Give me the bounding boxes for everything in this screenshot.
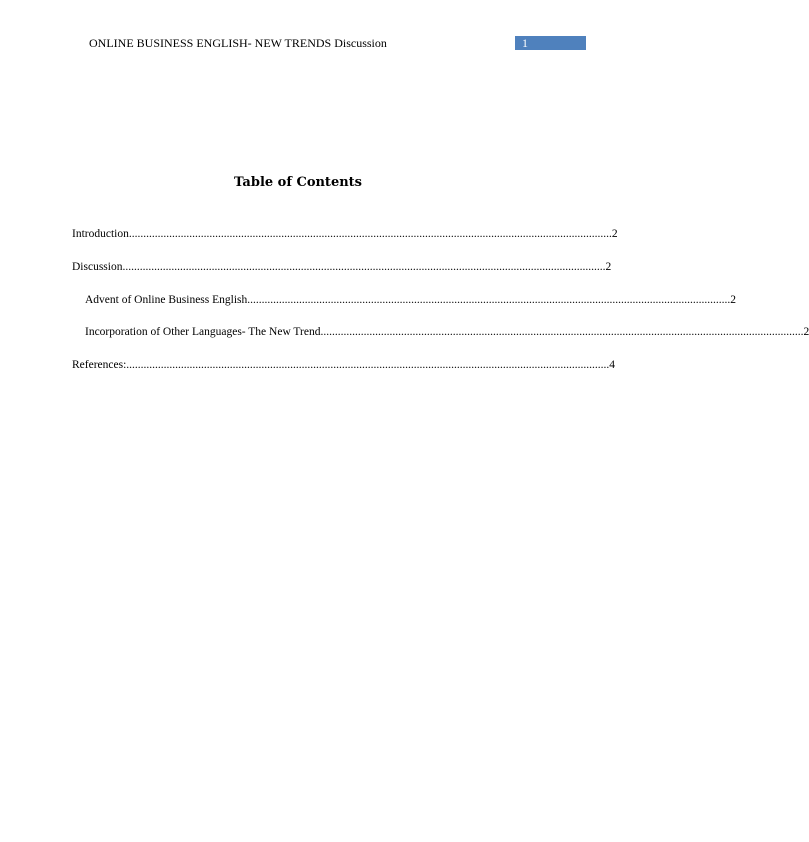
toc-dot-leader: ........................................................................................................................................................................: [128, 228, 612, 240]
toc-entry-page: 2: [730, 294, 737, 306]
toc-dot-leader: ........................................................................................................................................................................: [320, 326, 804, 338]
toc-entry-page: 2: [803, 326, 809, 338]
toc-entry-label: Discussion: [72, 261, 123, 273]
toc-entry-label: Advent of Online Business English: [85, 294, 248, 306]
toc-entry-page: 2: [605, 261, 612, 273]
toc-dot-leader: ........................................................................................................................................................................: [126, 359, 610, 371]
toc-entry-references[interactable]: [72, 358, 616, 372]
toc-entry-label: Incorporation of Other Languages- The New Trend: [85, 326, 321, 338]
header-title: ONLINE BUSINESS ENGLISH- NEW TRENDS Discussion: [89, 36, 387, 50]
toc-entry-label: References:: [72, 359, 127, 371]
toc-entry-label: Introduction: [72, 228, 129, 240]
page-number: 1: [522, 36, 528, 50]
toc-entry-introduction[interactable]: [72, 227, 618, 241]
page-number-badge: [515, 36, 586, 50]
toc-dot-leader: ........................................................................................................................................................................: [122, 261, 606, 273]
toc-entry-incorporation[interactable]: [85, 325, 809, 339]
toc-heading: Table of Contents: [234, 175, 362, 190]
toc-entry-page: 2: [611, 228, 618, 240]
toc-entry-advent[interactable]: [85, 293, 737, 307]
toc-entry-page: 4: [609, 359, 616, 371]
toc-entry-discussion[interactable]: [72, 260, 612, 274]
toc-dot-leader: ........................................................................................................................................................................: [247, 294, 731, 306]
